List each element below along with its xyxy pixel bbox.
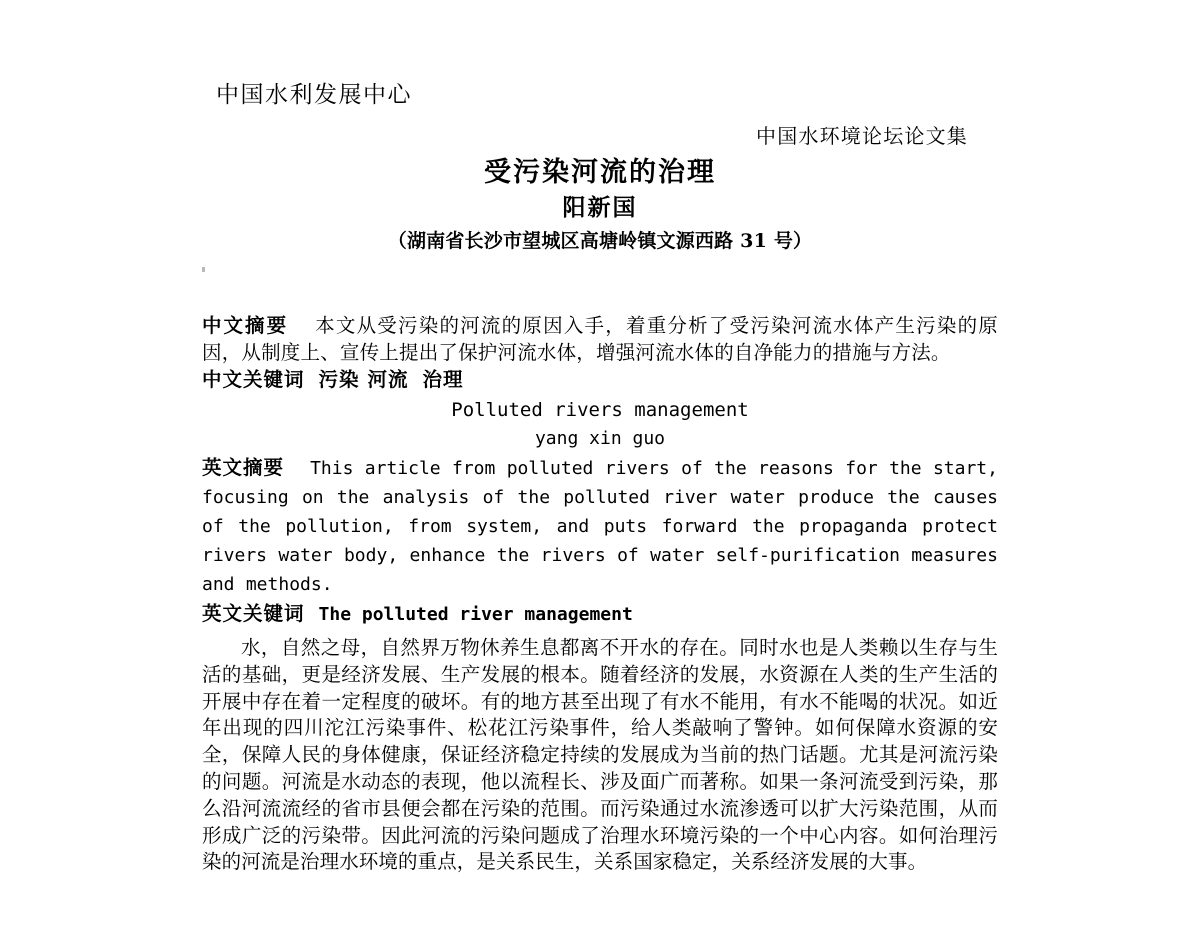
scan-artifact-speck xyxy=(202,267,205,272)
keyword-cn-item-2: 治理 xyxy=(422,368,464,391)
keywords-cn xyxy=(202,366,998,394)
running-head-right: 中国水环境论坛论文集 xyxy=(756,124,968,148)
keywords-cn-label: 中文关键词 xyxy=(202,368,305,391)
abstract-cn-label: 中文摘要 xyxy=(202,314,289,337)
keywords-en-label: 英文关键词 xyxy=(202,602,305,625)
keywords-en xyxy=(202,599,998,630)
keyword-cn-item-0: 污染 xyxy=(318,368,360,391)
abstract-en xyxy=(202,453,998,599)
keywords-en-text: The polluted river management xyxy=(318,604,633,625)
page-title: 受污染河流的治理 xyxy=(484,157,716,188)
abstract-cn xyxy=(202,312,998,366)
keyword-cn-item-1: 河流 xyxy=(367,368,409,391)
author-name: 阳新国 xyxy=(562,194,638,221)
english-author: yang xin guo xyxy=(534,428,666,449)
author-affiliation: （湖南省长沙市望城区高塘岭镇文源西路 31 号） xyxy=(387,230,813,252)
running-head-left: 中国水利发展中心 xyxy=(216,82,412,108)
title-block xyxy=(200,156,1000,256)
english-title: Polluted rivers management xyxy=(451,399,749,421)
abstract-en-label: 英文摘要 xyxy=(202,456,285,479)
abstract-en-text: This article from polluted rivers of the reasons for the start, focusing on the analysis of the polluted river water produce the causes of the pollution, from system, and puts forward the propaganda protect rivers water body, enhance the rivers of water self-purification measures and methods. xyxy=(202,458,998,595)
abstract-cn-text: 本文从受污染的河流的原因入手，着重分析了受污染河流水体产生污染的原因，从制度上、宣传上提出了保护河流水体，增强河流水体的自净能力的措施与方法。 xyxy=(202,314,998,364)
document-content xyxy=(202,312,998,876)
body-paragraph-1: 水，自然之母，自然界万物休养生息都离不开水的存在。同时水也是人类赖以生存与生活的基础，更是经济发展、生产发展的根本。随着经济的发展，水资源在人类的生产生活的开展中存在着一定程度的破坏。有的地方甚至出现了有水不能用，有水不能喝的状况。如近年出现的四川沱江污染事件、松花江污染事件，给人类敲响了警钟。如何保障水资源的安全，保障人民的身体健康，保证经济稳定持续的发展成为当前的热门话题。尤其是河流污染的问题。河流是水动态的表现，他以流程长、涉及面广而著称。如果一条河流受到污染，那么沿河流流经的省市县便会都在污染的范围。而污染通过水流渗透可以扩大污染范围，从而形成广泛的污染带。因此河流的污染问题成了治理水环境污染的一个中心内容。如何治理污染的河流是治理水环境的重点，是关系民生，关系国家稳定，关系经济发展的大事。 xyxy=(202,636,998,874)
